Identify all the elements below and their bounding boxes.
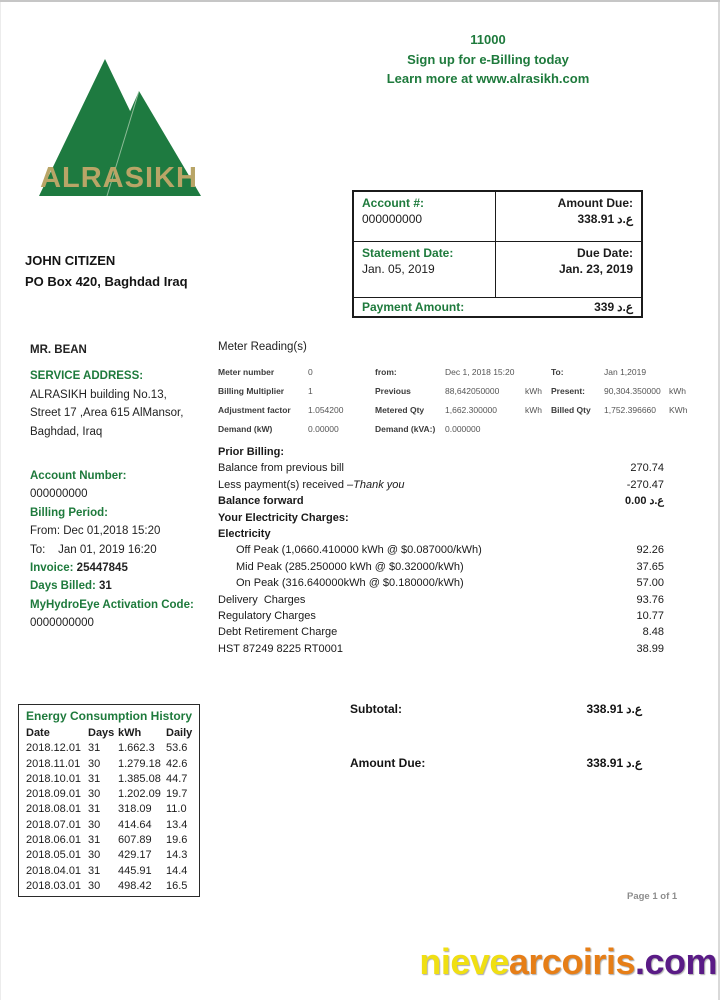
currency-symbol: د.ع	[626, 702, 642, 716]
charge-line	[218, 493, 664, 509]
charge-line	[218, 592, 664, 608]
page-indicator: Page 1 of 1	[627, 891, 678, 902]
history-daily: 13.4	[166, 818, 188, 831]
account-row	[354, 192, 641, 242]
history-daily: 16.5	[166, 879, 188, 892]
history-days: 31	[88, 803, 101, 816]
history-days: 30	[88, 757, 101, 770]
history-daily: 14.3	[166, 849, 188, 862]
subtotal-row	[350, 702, 642, 716]
statement-date-label: Statement Date:	[362, 246, 454, 260]
charge-line	[218, 542, 664, 558]
customer-address: PO Box 420, Baghdad Iraq	[25, 274, 188, 289]
meter-cell-v1: 1.054200	[308, 404, 344, 415]
billing-period-to: To: Jan 01, 2019 16:20	[30, 543, 157, 556]
charge-value: 10.77	[636, 610, 664, 623]
history-kwh: 445.91	[118, 864, 152, 877]
amount-due-total-value	[586, 756, 642, 770]
account-number-heading: Account Number:	[30, 470, 127, 483]
charge-label: Regulatory Charges	[218, 610, 316, 623]
history-date: 2018.04.01	[26, 864, 82, 877]
history-column-header: Date	[26, 727, 50, 739]
meter-readings-section	[218, 341, 690, 438]
billing-period-from: From: Dec 01,2018 15:20	[30, 525, 161, 538]
charge-label: Off Peak (1,0660.410000 kWh @ $0.087000/kWh)	[236, 544, 482, 557]
energy-history-box	[18, 704, 200, 897]
charge-line	[218, 526, 664, 542]
meter-cell-u3: kWh	[669, 385, 686, 396]
history-date: 2018.06.01	[26, 834, 82, 847]
meter-cell-v3: Jan 1,2019	[604, 366, 647, 377]
service-address-label: SERVICE ADDRESS:	[30, 370, 144, 383]
history-date: 2018.07.01	[26, 818, 82, 831]
charge-value: 57.00	[636, 577, 664, 590]
charge-label: Debt Retirement Charge	[218, 626, 338, 639]
charge-line	[218, 559, 664, 575]
currency-symbol: د.ع	[626, 756, 642, 770]
site-watermark	[419, 941, 717, 983]
meter-cell-l2: Previous	[375, 385, 411, 396]
history-days: 31	[88, 834, 101, 847]
subtotal-value	[586, 702, 642, 716]
amount-due-total-number: 338.91	[586, 756, 624, 770]
amount-due-label: Amount Due:	[557, 196, 633, 210]
history-date: 2018.10.01	[26, 772, 82, 785]
history-column-header: Days	[88, 727, 115, 739]
history-kwh: 1.662.3	[118, 742, 155, 755]
charge-line	[218, 641, 664, 657]
charge-label: HST 87249 8225 RT0001	[218, 642, 343, 655]
service-address-line: Baghdad, Iraq	[30, 425, 103, 438]
charge-value: 8.48	[642, 626, 664, 639]
charge-label: Balance from previous bill	[218, 462, 344, 475]
meter-cell-u2: kWh	[525, 385, 542, 396]
history-kwh: 414.64	[118, 818, 152, 831]
days-billed-line	[30, 577, 222, 595]
history-column-header: kWh	[118, 727, 142, 739]
history-days: 31	[88, 742, 101, 755]
account-summary-box	[352, 190, 643, 318]
currency-symbol: د.ع	[649, 495, 664, 508]
invoice-line	[30, 559, 222, 577]
invoice-value: 25447845	[76, 562, 128, 575]
dates-row	[354, 242, 641, 298]
history-kwh: 1.202.09	[118, 788, 161, 801]
charge-label: Mid Peak (285.250000 kWh @ $0.32000/kWh)	[236, 560, 464, 573]
statement-date-value: Jan. 05, 2019	[362, 262, 435, 276]
charge-line	[218, 477, 664, 493]
meter-cell-l3: To:	[551, 366, 564, 377]
charge-value: 37.65	[636, 560, 664, 573]
history-days: 31	[88, 864, 101, 877]
meter-cell-l1: Meter number	[218, 366, 275, 377]
history-kwh: 318.09	[118, 803, 152, 816]
due-date-cell	[496, 242, 641, 297]
meter-cell-l1: Adjustment factor	[218, 404, 291, 415]
history-date: 2018.03.01	[26, 879, 82, 892]
payment-amount-label: Payment Amount:	[362, 300, 465, 314]
account-number-cell	[354, 192, 496, 241]
service-account-number: 000000000	[30, 488, 88, 501]
meter-cell-l3: Billed Qty	[551, 404, 591, 415]
meter-cell-v2: 0.000000	[445, 423, 481, 434]
subtotal-number: 338.91	[586, 702, 624, 716]
account-number-value: 000000000	[362, 212, 423, 226]
meter-cell-u3: KWh	[669, 404, 688, 415]
charge-value: 93.76	[636, 593, 664, 606]
prior-billing-title: Prior Billing:	[218, 446, 284, 458]
charge-line	[218, 575, 664, 591]
amount-due-cell	[496, 192, 641, 241]
charge-value: 0.00 د.ع	[625, 495, 664, 508]
history-daily: 53.6	[166, 742, 188, 755]
history-date: 2018.09.01	[26, 788, 82, 801]
meter-cell-l2: Metered Qty	[375, 404, 425, 415]
history-kwh: 1.279.18	[118, 757, 161, 770]
charge-label-italic: –Thank you	[347, 478, 405, 491]
charge-label: Less payment(s) received –Thank you	[218, 478, 405, 491]
meter-readings-title: Meter Reading(s)	[218, 341, 307, 353]
meter-cell-l2: Demand (kVA:)	[375, 423, 436, 434]
customer-name: JOHN CITIZEN	[25, 253, 116, 268]
due-date-value: Jan. 23, 2019	[558, 262, 633, 276]
attention-name: MR. BEAN	[30, 344, 87, 356]
currency-symbol: د.ع	[617, 300, 633, 314]
history-kwh: 607.89	[118, 834, 152, 847]
payment-amount-number: 339	[594, 300, 615, 314]
account-number-label: Account #:	[362, 196, 425, 210]
ebilling-promo	[352, 30, 624, 89]
charge-label: Electricity	[218, 528, 271, 541]
days-billed-label: Days Billed:	[30, 580, 96, 593]
billing-lines	[218, 460, 664, 657]
energy-history-title: Energy Consumption History	[26, 709, 193, 723]
company-logo	[35, 55, 203, 197]
service-address-line: Street 17 ,Area 615 AlMansor,	[30, 407, 184, 420]
payment-amount-value	[594, 300, 633, 314]
meter-cell-v1: 0	[308, 366, 313, 377]
promo-line1: Sign up for e-Billing today	[407, 51, 569, 67]
amount-due-row	[350, 756, 642, 770]
meter-cell-u2: kWh	[525, 404, 542, 415]
meter-cell-v3: 90,304.350000	[604, 385, 661, 396]
promo-line2: Learn more at www.alrasikh.com	[386, 71, 590, 86]
meter-table	[218, 362, 690, 438]
history-body	[26, 741, 192, 894]
charge-value: 270.74	[630, 462, 664, 475]
billing-period-label: Billing Period:	[30, 506, 108, 519]
mailing-address	[25, 250, 188, 292]
history-days: 31	[88, 772, 101, 785]
history-daily: 19.7	[166, 788, 188, 801]
meter-cell-l2: from:	[375, 366, 397, 377]
charge-label: On Peak (316.640000kWh @ $0.180000/kWh)	[236, 577, 464, 590]
history-days: 30	[88, 818, 101, 831]
due-date-label: Due Date:	[576, 246, 633, 260]
mountains-logo-icon	[35, 55, 203, 197]
meter-cell-v2: 88,642050000	[445, 385, 500, 396]
watermark-part1: nieve	[419, 941, 509, 982]
charge-line	[218, 460, 664, 476]
logo-text: ALRASIKH	[40, 162, 198, 194]
invoice-label: Invoice:	[30, 562, 74, 575]
amount-due-value	[504, 212, 633, 226]
history-date: 2018.12.01	[26, 742, 82, 755]
amount-due-total-label: Amount Due:	[350, 756, 426, 770]
amount-due-number: 338.91	[577, 212, 615, 226]
service-address-line: ALRASIKH building No.13,	[30, 388, 167, 401]
history-date: 2018.11.01	[26, 757, 81, 770]
history-days: 30	[88, 788, 101, 801]
days-billed-value: 31	[99, 580, 112, 593]
history-daily: 11.0	[166, 803, 187, 816]
charge-label: Balance forward	[218, 495, 304, 508]
charge-line	[218, 510, 664, 526]
charge-value: 92.26	[636, 544, 664, 557]
charge-line	[218, 624, 664, 640]
history-daily: 44.7	[166, 772, 188, 785]
meter-cell-l1: Demand (kW)	[218, 423, 273, 434]
history-kwh: 498.42	[118, 879, 152, 892]
meter-cell-l1: Billing Multiplier	[218, 385, 285, 396]
charge-line	[218, 608, 664, 624]
billing-details-section	[218, 444, 664, 657]
meter-cell-v2: 1,662.300000	[445, 404, 497, 415]
history-header	[26, 726, 192, 741]
service-info-column	[30, 341, 222, 633]
history-kwh: 1.385.08	[118, 772, 161, 785]
history-daily: 19.6	[166, 834, 188, 847]
watermark-part2: arcoiris	[508, 941, 635, 982]
charge-label: Delivery Charges	[218, 593, 306, 606]
meter-cell-l3: Present:	[551, 385, 586, 396]
history-days: 30	[88, 879, 101, 892]
statement-date-cell	[354, 242, 496, 297]
history-daily: 42.6	[166, 757, 188, 770]
charge-label: Your Electricity Charges:	[218, 511, 349, 524]
meter-cell-v3: 1,752.396660	[604, 404, 656, 415]
history-kwh: 429.17	[118, 849, 152, 862]
meter-cell-v1: 1	[308, 385, 313, 396]
meter-cell-v2: Dec 1, 2018 15:20	[445, 366, 515, 377]
currency-symbol: د.ع	[617, 212, 633, 226]
activation-code-label: MyHydroEye Activation Code:	[30, 598, 194, 611]
promo-number: 11000	[470, 32, 506, 47]
activation-code-value: 0000000000	[30, 617, 94, 630]
history-column-header: Daily	[166, 727, 193, 739]
payment-amount-row	[354, 298, 641, 316]
history-date: 2018.05.01	[26, 849, 82, 862]
history-daily: 14.4	[166, 864, 188, 877]
charge-value: -270.47	[626, 478, 664, 491]
subtotal-label: Subtotal:	[350, 702, 402, 716]
charge-value: 38.99	[636, 642, 664, 655]
history-date: 2018.08.01	[26, 803, 82, 816]
watermark-part3: .com	[634, 941, 717, 982]
meter-cell-v1: 0.00000	[308, 423, 339, 434]
history-days: 30	[88, 849, 101, 862]
